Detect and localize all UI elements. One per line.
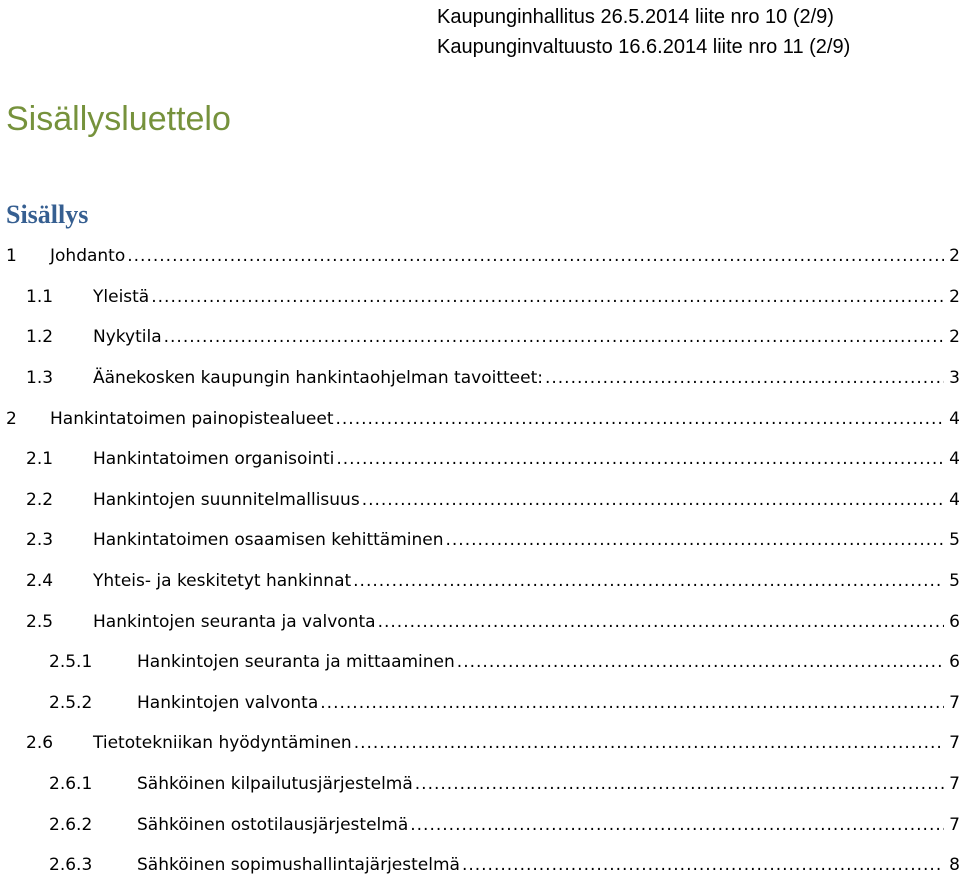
table-of-contents — [6, 236, 960, 886]
toc-entry-page: 2 — [949, 286, 960, 307]
toc-entry-title: Yhteis- ja keskitetyt hankinnat — [93, 571, 352, 592]
toc-entry-page: 7 — [949, 814, 960, 835]
toc-dot-leader — [320, 687, 944, 719]
toc-entry[interactable] — [6, 480, 960, 521]
toc-dot-leader — [457, 646, 944, 678]
toc-entry-number: 2.6.3 — [49, 855, 93, 876]
toc-entry-title: Sähköinen kilpailutusjärjestelmä — [137, 774, 413, 795]
toc-entry[interactable] — [6, 520, 960, 561]
toc-entry-number: 2 — [6, 408, 17, 429]
toc-entry-title: Hankintatoimen osaamisen kehittäminen — [93, 530, 444, 551]
toc-dot-leader — [151, 281, 944, 313]
toc-entry[interactable] — [6, 683, 960, 724]
toc-heading: Sisällys — [6, 200, 89, 229]
toc-entry-title: Nykytila — [93, 327, 162, 348]
toc-entry-page: 2 — [949, 327, 960, 348]
toc-entry[interactable] — [6, 601, 960, 642]
toc-entry-title: Hankintojen seuranta ja mittaaminen — [137, 652, 455, 673]
toc-entry-title: Sähköinen sopimushallintajärjestelmä — [137, 855, 460, 876]
toc-entry[interactable] — [6, 561, 960, 602]
toc-entry-number: 2.5.1 — [49, 652, 93, 673]
toc-entry-number: 2.1 — [26, 449, 54, 470]
toc-dot-leader — [353, 565, 944, 597]
toc-entry-page: 4 — [949, 449, 960, 470]
toc-entry-title: Johdanto — [50, 246, 126, 267]
toc-entry-page: 7 — [949, 733, 960, 754]
toc-entry-number: 2.6.2 — [49, 814, 93, 835]
toc-dot-leader — [336, 443, 944, 475]
toc-entry[interactable] — [6, 236, 960, 277]
toc-entry[interactable] — [6, 317, 960, 358]
toc-dot-leader — [354, 727, 944, 759]
toc-entry-title: Tietotekniikan hyödyntäminen — [93, 733, 352, 754]
toc-entry[interactable] — [6, 764, 960, 805]
toc-entry-page: 7 — [949, 774, 960, 795]
toc-dot-leader — [336, 403, 945, 435]
toc-entry-number: 1.2 — [26, 327, 54, 348]
header-line-1: Kaupunginhallitus 26.5.2014 liite nro 10 (2/9) — [437, 6, 834, 28]
toc-entry[interactable] — [6, 642, 960, 683]
toc-entry-number: 2.5.2 — [49, 692, 93, 713]
toc-entry[interactable] — [6, 845, 960, 886]
toc-entry-title: Hankintatoimen organisointi — [93, 449, 335, 470]
toc-entry-page: 8 — [949, 855, 960, 876]
toc-dot-leader — [462, 849, 944, 881]
page-title: Sisällysluettelo — [6, 100, 231, 138]
toc-dot-leader — [164, 321, 944, 353]
toc-entry[interactable] — [6, 277, 960, 318]
toc-dot-leader — [362, 484, 944, 516]
toc-entry-number: 2.6 — [26, 733, 54, 754]
toc-entry-page: 6 — [949, 611, 960, 632]
toc-entry-page: 3 — [949, 368, 960, 389]
toc-dot-leader — [378, 606, 944, 638]
toc-entry-page: 4 — [949, 489, 960, 510]
toc-entry-title: Yleistä — [93, 286, 150, 307]
toc-dot-leader — [545, 362, 944, 394]
toc-entry-title: Äänekosken kaupungin hankintaohjelman tavoitteet: — [93, 368, 543, 389]
toc-entry[interactable] — [6, 723, 960, 764]
toc-entry-title: Hankintojen seuranta ja valvonta — [93, 611, 376, 632]
toc-entry-number: 1 — [6, 246, 17, 267]
toc-entry-number: 2.6.1 — [49, 774, 93, 795]
toc-entry-number: 2.2 — [26, 489, 54, 510]
toc-entry-page: 5 — [949, 530, 960, 551]
toc-entry-number: 2.5 — [26, 611, 54, 632]
toc-dot-leader — [446, 524, 945, 556]
toc-entry-page: 4 — [949, 408, 960, 429]
toc-dot-leader — [127, 240, 944, 272]
toc-entry-title: Sähköinen ostotilausjärjestelmä — [137, 814, 409, 835]
document-header — [437, 2, 850, 62]
toc-dot-leader — [415, 768, 944, 800]
toc-entry[interactable] — [6, 358, 960, 399]
header-line-2: Kaupunginvaltuusto 16.6.2014 liite nro 11 (2/9) — [437, 36, 851, 58]
toc-entry-number: 2.3 — [26, 530, 54, 551]
toc-entry[interactable] — [6, 398, 960, 439]
toc-entry-title: Hankintojen valvonta — [137, 692, 319, 713]
toc-entry-page: 2 — [949, 246, 960, 267]
toc-entry-number: 1.1 — [26, 286, 54, 307]
toc-entry-title: Hankintatoimen painopistealueet — [50, 408, 334, 429]
toc-entry-page: 5 — [949, 571, 960, 592]
toc-entry[interactable] — [6, 804, 960, 845]
toc-dot-leader — [410, 809, 944, 841]
toc-entry-number: 2.4 — [26, 571, 54, 592]
toc-entry[interactable] — [6, 439, 960, 480]
toc-entry-page: 7 — [949, 692, 960, 713]
toc-entry-number: 1.3 — [26, 368, 54, 389]
toc-entry-title: Hankintojen suunnitelmallisuus — [93, 489, 360, 510]
toc-entry-page: 6 — [949, 652, 960, 673]
